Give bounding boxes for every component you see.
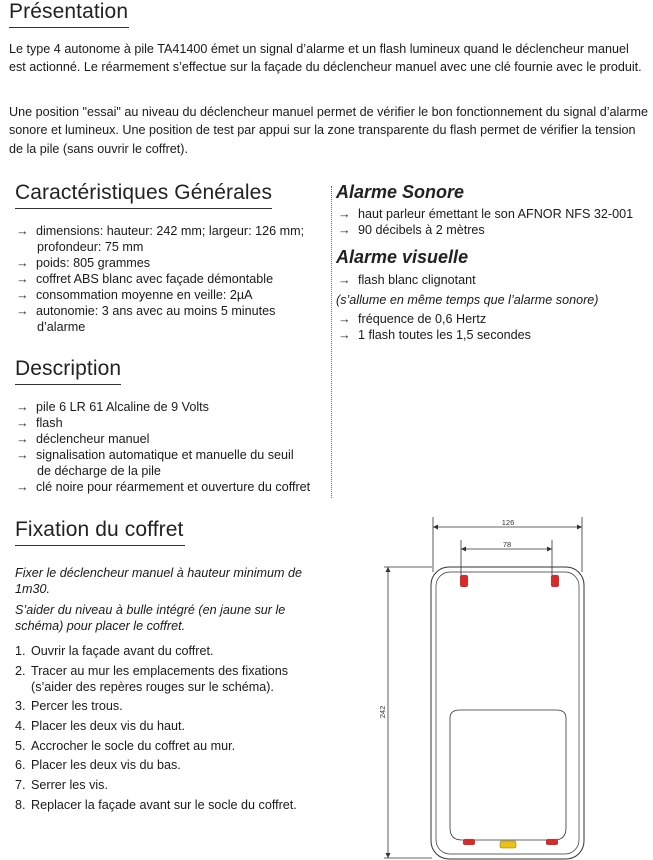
alarme-visuelle-list-1	[338, 272, 650, 288]
presentation-paragraph-1: Le type 4 autonome à pile TA41400 émet un signal d’alarme et un flash lumineux quand le déclencheur manuel est actionné. Le réarmement s’effectue sur la façade du déclencheur manuel avec une clé fournie avec le produit.	[9, 42, 642, 75]
list-item: 1. Ouvrir la façade avant du coffret.	[15, 644, 214, 658]
arrow-right-icon: →	[338, 312, 351, 326]
arrow-right-icon: →	[338, 207, 351, 221]
arrow-right-icon: →	[16, 304, 29, 318]
arrow-right-icon: →	[16, 288, 29, 302]
fixation-title: Fixation du coffret	[15, 518, 184, 541]
description-title-underline	[15, 384, 121, 385]
list-item: → clé noire pour réarmement et ouverture du coffret	[16, 480, 311, 494]
arrow-right-icon: →	[16, 416, 29, 430]
arrow-right-icon: →	[16, 432, 29, 446]
column-divider	[331, 186, 332, 498]
enclosure-inner	[436, 572, 579, 854]
description-title: Description	[15, 357, 122, 380]
list-item: → consommation moyenne en veille: 2µA	[16, 288, 253, 302]
alarme-visuelle-list-2	[338, 311, 650, 343]
list-item: → signalisation automatique et manuelle du seuil de décharge de la pile	[16, 448, 294, 478]
alarme-visuelle-title: Alarme visuelle	[336, 247, 469, 267]
alarme-sonore-list	[338, 206, 650, 238]
list-item: → haut parleur émettant le son AFNOR NFS 32-001	[338, 207, 634, 221]
fixing-marker-top-right	[551, 575, 559, 587]
list-item: → autonomie: 3 ans avec au moins 5 minutes d’alarme	[16, 304, 276, 334]
caracteristiques-title-underline	[15, 208, 272, 209]
list-item: 4. Placer les deux vis du haut.	[15, 719, 186, 734]
arrow-right-icon: →	[16, 256, 29, 270]
fixing-marker-bottom-left	[463, 839, 475, 845]
dim-holes-label: 78	[502, 540, 512, 549]
list-item: → 1 flash toutes les 1,5 secondes	[338, 328, 531, 342]
spirit-level	[500, 841, 516, 848]
arrow-right-icon: →	[338, 328, 351, 342]
fixing-marker-bottom-right	[546, 839, 558, 845]
arrow-right-icon: →	[16, 448, 29, 462]
list-item: → déclencheur manuel	[16, 432, 150, 446]
list-item: → flash blanc clignotant	[338, 273, 476, 287]
alarme-sonore-title: Alarme Sonore	[336, 182, 465, 202]
fixation-intro-2: S’aider du niveau à bulle intégré (en jaune sur le schéma) pour placer le coffret.	[15, 603, 286, 633]
enclosure-diagram	[372, 512, 612, 860]
list-item: 8. Replacer la façade avant sur le socle du coffret.	[15, 797, 297, 812]
list-item: → dimensions: hauteur: 242 mm; largeur: 126 mm; profondeur: 75 mm	[16, 224, 305, 254]
arrow-right-icon: →	[16, 224, 29, 238]
list-item: → coffret ABS blanc avec façade démontable	[16, 272, 274, 286]
fixation-title-underline	[15, 545, 185, 546]
description-list	[16, 399, 331, 495]
dim-width-label: 126	[501, 518, 515, 527]
presentation-title-underline	[9, 27, 129, 28]
fixation-steps	[15, 643, 335, 817]
list-item: → poids: 805 grammes	[16, 256, 151, 270]
fixing-marker-top-left	[460, 575, 468, 587]
presentation-title: Présentation	[9, 0, 129, 23]
arrow-right-icon: →	[338, 273, 351, 287]
list-item: 6. Placer les deux vis du bas.	[15, 758, 181, 773]
list-item: 7. Serrer les vis.	[15, 778, 108, 793]
fixation-intro-1: Fixer le déclencheur manuel à hauteur minimum de 1m30.	[15, 566, 302, 596]
caracteristiques-list	[16, 223, 331, 335]
enclosure-outer	[431, 567, 584, 859]
list-item: → fréquence de 0,6 Hertz	[338, 312, 487, 326]
front-panel-outline	[450, 710, 566, 840]
alarme-visuelle-note: (s’allume en même temps que l’alarme sonore)	[336, 293, 599, 307]
arrow-right-icon: →	[16, 272, 29, 286]
presentation-paragraph-2: Une position "essai" au niveau du déclencheur manuel permet de vérifier le bon fonctionnement du signal d’alarme sonore et lumineux. Une position de test par appui sur la zone transparente du flash permet de vérifier la tension de la pile (sans ouvrir le coffret).	[9, 105, 649, 156]
list-item: → flash	[16, 416, 63, 430]
list-item: 3. Percer les trous.	[15, 699, 123, 714]
list-item: → 90 décibels à 2 mètres	[338, 223, 485, 237]
list-item: 5. Accrocher le socle du coffret au mur.	[15, 738, 236, 753]
arrow-right-icon: →	[338, 223, 351, 237]
dim-height-label: 242	[378, 705, 387, 719]
arrow-right-icon: →	[16, 480, 29, 494]
list-item: 2. Tracer au mur les emplacements des fixations (s’aider des repères rouges sur le schéma).	[15, 663, 289, 694]
caracteristiques-title: Caractéristiques Générales	[15, 181, 273, 204]
arrow-right-icon: →	[16, 400, 29, 414]
list-item: → pile 6 LR 61 Alcaline de 9 Volts	[16, 400, 209, 414]
